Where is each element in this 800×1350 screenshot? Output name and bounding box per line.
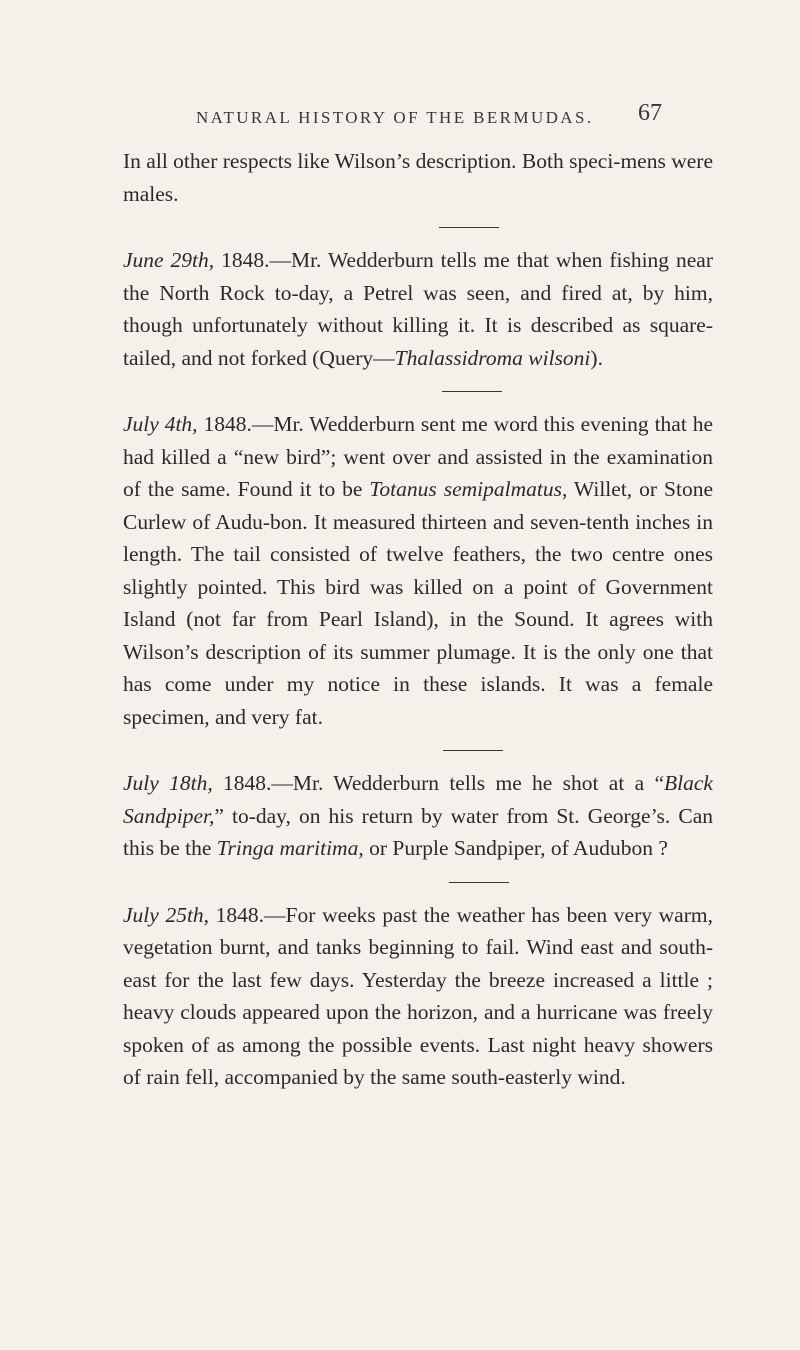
paragraph-continuation xyxy=(123,145,713,210)
page-number: 67 xyxy=(638,100,662,126)
species-name: Thalassidroma wilsoni xyxy=(394,345,591,370)
entry-text: 1848.—Mr. Wedderburn tells me he shot at a “ xyxy=(212,771,665,795)
entry-text-end: , or Purple Sandpiper, of Audubon ? xyxy=(358,836,668,860)
running-head: NATURAL HISTORY OF THE BERMUDAS. xyxy=(196,108,594,127)
entry-text: 1848.—Mr. Wedderburn tells me that when fishing near the North Rock to-day, a Petrel was seen, and fired at, by him, though unfortunately without killing it. It is described as square-tailed, and not forked (Query— xyxy=(123,248,713,370)
entry-july-25 xyxy=(123,899,713,1094)
paragraph-text: In all other respects like Wilson’s description. Both speci-mens were males. xyxy=(123,149,713,206)
entry-date: July 4th, xyxy=(123,412,198,436)
section-divider xyxy=(442,391,502,392)
entry-july-18 xyxy=(123,767,713,865)
entry-june-29 xyxy=(123,244,713,374)
section-divider xyxy=(443,750,503,751)
entry-text-tail: ). xyxy=(590,345,603,370)
entry-date: June 29th, xyxy=(123,248,215,272)
entry-date: July 25th, xyxy=(123,902,210,927)
entry-text: 1848.—For weeks past the weather has been very warm, vegetation burnt, and tanks beginning to fail. Wind east and south-east for the last few days. Yesterday the breeze increased a little ; heavy clouds appeared upon the horizon, and a hurricane was freely spoken of as among the possible events. Last night heavy showers of rain fell, accompanied by the same south-easterly wind. xyxy=(123,902,713,1089)
section-divider xyxy=(449,882,509,883)
entry-july-4 xyxy=(123,408,713,733)
bird-name: Black Sandpiper, xyxy=(123,771,713,828)
body-text xyxy=(123,145,713,1094)
entry-text: 1848.—Mr. Wedderburn sent me word this evening that he had killed a “new bird”; went over and assisted in the examination of the same. Found it to be xyxy=(123,412,713,501)
species-name: Tringa maritima xyxy=(216,836,359,860)
entry-text-continued: , Willet, or Stone Curlew of Audu-bon. It measured thirteen and seven-tenth inches in length. The tail consisted of twelve feathers, the two centre ones slightly pointed. This bird was killed on a point of Government Island (not far from Pearl Island), in the Sound. It agrees with Wilson’s description of its summer plumage. It is the only one that has come under my notice in these islands. It was a female specimen, and very fat. xyxy=(123,477,713,729)
species-name: Totanus semipalmatus xyxy=(369,477,562,501)
entry-text-continued: ” to-day, on his return by water from St. George’s. Can this be the xyxy=(123,803,713,860)
entry-date: July 18th, xyxy=(123,771,213,795)
section-divider xyxy=(439,227,499,228)
